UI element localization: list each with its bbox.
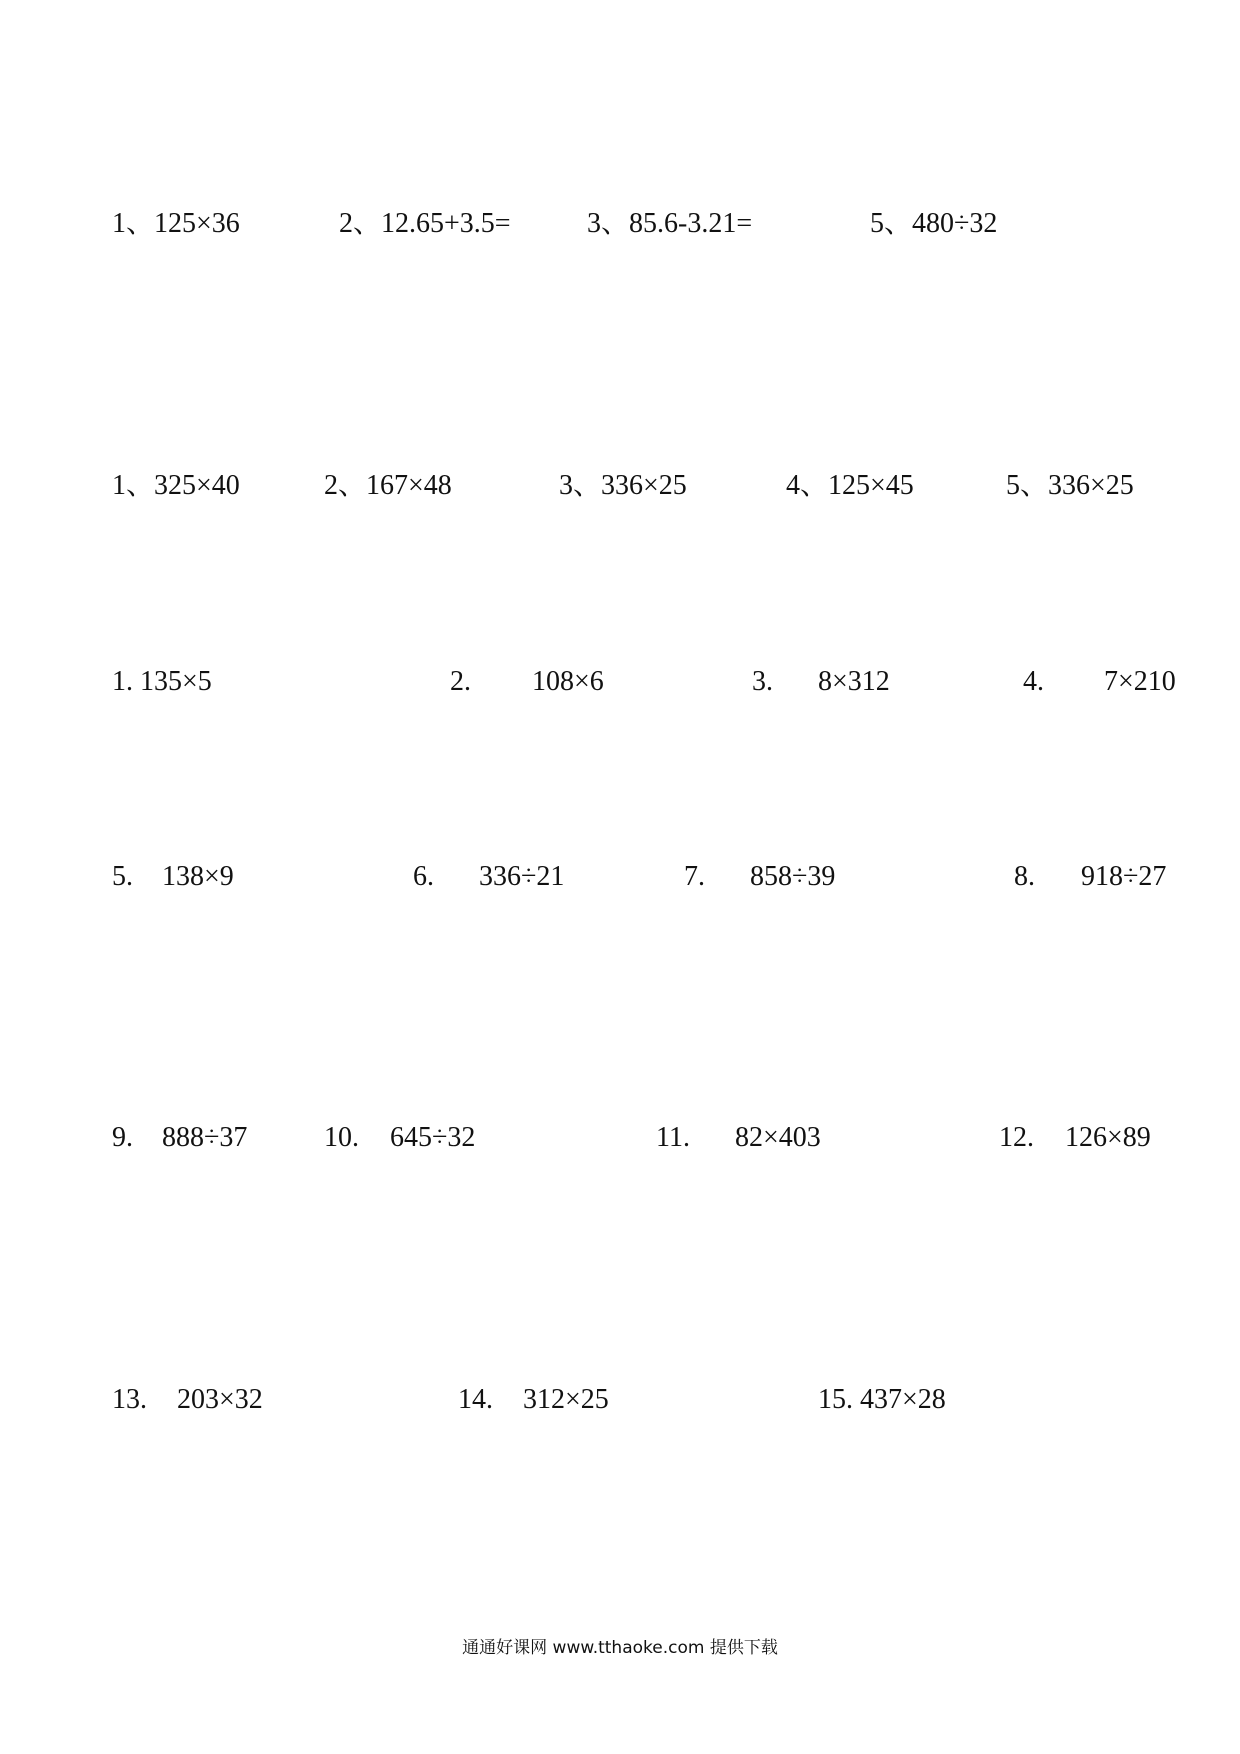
problem-expression: 858÷39 [750,861,836,892]
problem-expression-cell [776,622,890,742]
problem-item [70,426,240,546]
problem-number: 4. [1023,666,1044,697]
problem-row [0,817,1240,892]
problem-expression: 7×210 [1104,666,1176,697]
problem-item [545,164,752,284]
problem-row [0,622,1240,697]
problem-expression: 125×45 [828,470,914,501]
problem-item [614,1078,690,1198]
problem-item [70,622,212,742]
problem-expression-cell [135,1340,263,1460]
problem-expression: 125×36 [154,208,240,239]
problem-expression-cell [1023,1078,1151,1198]
problem-item [408,622,471,742]
problem-expression: 336×25 [1048,470,1134,501]
problem-expression: 82×403 [735,1122,821,1153]
problem-item [972,817,1035,937]
problem-item [981,622,1044,742]
problem-expression-cell [120,817,234,937]
problem-number: 2、 [324,470,367,501]
problem-expression: 480÷32 [912,208,998,239]
problem-number: 3、 [587,208,630,239]
problem-expression: 312×25 [523,1384,609,1415]
problem-row [0,164,1240,239]
problem-expression-cell [1062,622,1176,742]
problem-expression: 918÷27 [1081,861,1167,892]
problem-item [828,164,997,284]
problem-item [710,622,773,742]
problem-expression-cell [490,622,604,742]
problem-expression: 437×28 [860,1384,946,1415]
problem-number: 7. [684,861,705,892]
problem-item [964,426,1134,546]
problem-number: 3. [752,666,773,697]
problem-number: 5、 [870,208,913,239]
problem-number: 4、 [786,470,829,501]
problem-number: 11. [656,1122,690,1153]
problem-row [0,1340,1240,1415]
footer-site-name: 通通好课网 [462,1638,548,1658]
problem-item [371,817,434,937]
problem-number: 2. [450,666,471,697]
problem-number: 9. [112,1122,133,1153]
problem-expression: 135×5 [140,666,212,697]
problem-expression: 8×312 [818,666,890,697]
problem-number: 3、 [559,470,602,501]
problem-item [297,164,511,284]
problem-expression: 325×40 [154,470,240,501]
problem-number: 5. [112,861,133,892]
problem-expression: 126×89 [1065,1122,1151,1153]
problem-item [642,817,705,937]
problem-expression-cell [1039,817,1166,937]
problem-expression: 203×32 [177,1384,263,1415]
problem-expression-cell [693,1078,821,1198]
problem-number: 1. [112,666,133,697]
problem-expression: 85.6-3.21= [629,208,753,239]
problem-expression-cell [708,817,835,937]
problem-number: 6. [413,861,434,892]
problem-expression: 336÷21 [479,861,565,892]
problem-item [70,164,240,284]
problem-item [282,426,452,546]
problem-number: 14. [458,1384,493,1415]
problem-number: 1、 [112,208,155,239]
footer-suffix: 提供下载 [709,1638,778,1658]
problem-number: 5、 [1006,470,1049,501]
problem-item [517,426,687,546]
problem-expression: 167×48 [366,470,452,501]
problem-expression-cell [481,1340,609,1460]
problem-expression: 108×6 [532,666,604,697]
footer-url[interactable]: www.tthaoke.com [552,1638,705,1658]
problem-expression: 12.65+3.5= [381,208,511,239]
problem-expression-cell [348,1078,475,1198]
problem-expression: 645÷32 [390,1122,476,1153]
problem-row [0,426,1240,501]
problem-expression-cell [437,817,564,937]
problem-number: 1、 [112,470,155,501]
problem-item [744,426,914,546]
problem-expression-cell [120,1078,247,1198]
problem-number: 8. [1014,861,1035,892]
problem-number: 2、 [339,208,382,239]
problem-number: 10. [324,1122,359,1153]
problem-expression: 336×25 [601,470,687,501]
problem-expression: 138×9 [162,861,234,892]
problem-row [0,1078,1240,1153]
problem-item [776,1340,946,1460]
problem-number: 13. [112,1384,147,1415]
problem-expression: 888÷37 [162,1122,248,1153]
problem-number: 12. [999,1122,1034,1153]
problem-number: 15. [818,1384,853,1415]
footer-credit [0,1636,1240,1660]
